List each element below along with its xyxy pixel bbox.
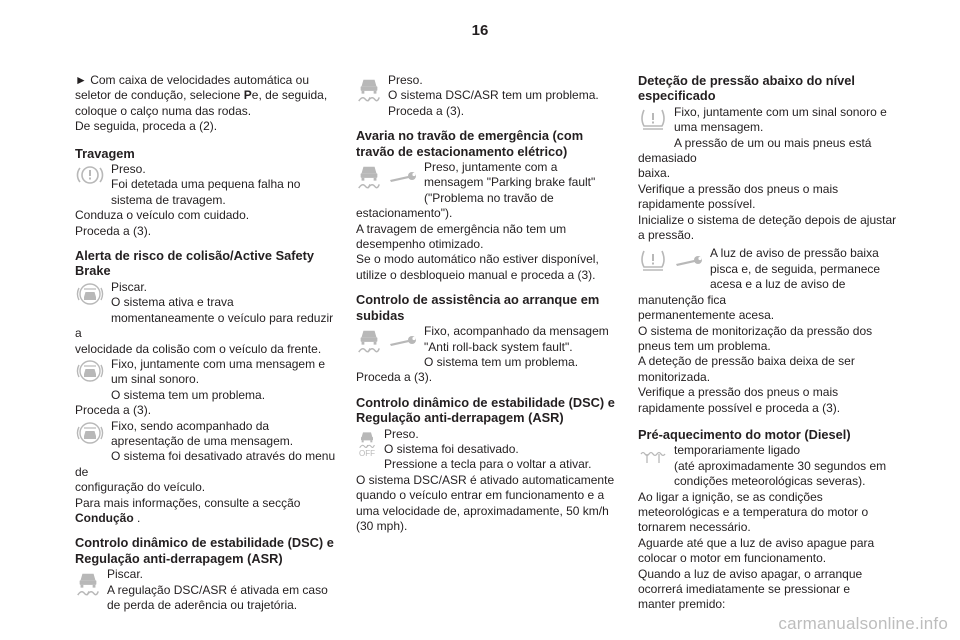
body-text: tornarem necessário. [638, 520, 751, 535]
body-text: sistema de travagem. [111, 192, 226, 207]
skid-car-icon [356, 326, 382, 354]
collision-warning-icon [75, 282, 105, 306]
intro-text: seletor de condução, selecione [75, 88, 244, 103]
column-middle [356, 73, 618, 534]
status-text: Fixo, sendo acompanhado da [111, 418, 270, 433]
wrench-icon [388, 332, 418, 350]
warning-entry [638, 443, 910, 612]
body-text: meteorológicas e a temperatura do motor o [638, 504, 869, 519]
title-line: Controlo de assistência ao arranque em [356, 292, 600, 308]
body-text: ("Problema no travão de estacionamento"). [356, 190, 554, 221]
warning-entry [356, 73, 618, 119]
body-text: quando o veículo entrar em funcionamento e a [356, 488, 605, 503]
status-text: Piscar. [111, 279, 148, 294]
body-text: Se o modo automático não estiver disponível, [356, 252, 599, 267]
warning-entry [638, 246, 910, 415]
body-text: Aguarde até que a luz de aviso apague para [638, 535, 875, 550]
body-text: A travagem de emergência não tem um [356, 221, 567, 236]
warning-entry [75, 567, 337, 613]
section-title-tyre-pressure [638, 73, 910, 104]
title-line: Controlo dinâmico de estabilidade (DSC) e [75, 535, 334, 551]
page-number: 16 [471, 22, 489, 39]
body-text: mensagem "Parking brake fault" [424, 175, 596, 190]
warning-entry [356, 427, 618, 535]
section-title-preheating: Pré-aquecimento do motor (Diesel) [638, 426, 851, 442]
body-text: (até aproximadamente 30 segundos em [674, 458, 887, 473]
body-text: Quando a luz de aviso apagar, o arranque [638, 566, 863, 581]
body-text: O sistema foi desativado. [384, 441, 519, 456]
section-title-braking: Travagem [75, 145, 135, 161]
body-text: O sistema DSC/ASR é ativado automaticamente [356, 472, 615, 487]
intro-line: coloque o calço numa das rodas. [75, 103, 252, 118]
status-text: Fixo, acompanhado da mensagem [424, 324, 609, 339]
warning-entry [75, 162, 337, 239]
section-title-dsc-asr [356, 395, 618, 426]
warning-entry [75, 357, 337, 419]
body-text: O sistema ativa e trava [111, 295, 234, 310]
body-text: O sistema tem um problema. [424, 354, 579, 369]
body-text: Proceda a (3). [75, 403, 152, 418]
body-text: Foi detetada uma pequena falha no [111, 177, 301, 192]
off-label: OFF [359, 448, 375, 458]
skid-car-icon [356, 429, 378, 449]
section-title-emergency-brake [356, 128, 618, 159]
body-text: apresentação de uma mensagem. [111, 433, 294, 448]
collision-warning-icon [75, 421, 105, 445]
body-text: Proceda a (3). [356, 370, 433, 385]
status-text: Piscar. [107, 567, 144, 582]
skid-car-icon [75, 569, 101, 597]
body-text: um sinal sonoro. [111, 372, 200, 387]
body-text: A deteção de pressão baixa deixa de ser [638, 354, 855, 369]
body-text: A regulação DSC/ASR é ativada em caso [107, 582, 328, 597]
body-text: rapidamente possível. [638, 197, 756, 212]
body-text: momentaneamente o veículo para reduzir a [75, 310, 334, 341]
body-text: Conduza o veículo com cuidado. [75, 208, 250, 223]
body-text: Ao ligar a ignição, se as condições [638, 489, 823, 504]
body-text: O sistema de monitorização da pressão dos [638, 323, 873, 338]
body-text: ocorrerá imediatamente se pressionar e [638, 582, 851, 596]
glow-plug-icon [638, 449, 668, 465]
skid-car-icon [356, 162, 382, 190]
body-text: permanentemente acesa. [638, 308, 775, 323]
body-text: manter premido: [638, 597, 726, 612]
status-text: A luz de aviso de pressão baixa [710, 246, 879, 261]
body-text: uma mensagem. [674, 120, 764, 135]
status-text: temporariamente ligado [674, 443, 801, 458]
body-text: rapidamente possível e proceda a (3). [638, 400, 841, 415]
intro-text: e, de seguida, [251, 88, 328, 103]
body-text: uma velocidade de, aproximadamente, 50 km/h [356, 503, 609, 518]
section-title-dsc-asr [75, 535, 337, 566]
intro-line: ► Com caixa de velocidades automática ou [75, 73, 309, 87]
wrench-icon [674, 252, 704, 270]
title-line: Avaria no travão de emergência (com [356, 128, 584, 144]
intro-line: De seguida, proceda a (2). [75, 119, 218, 134]
body-text: O sistema tem um problema. [111, 387, 266, 402]
body-text: acesa e a luz de aviso de manutenção fica [638, 277, 846, 307]
title-line: subidas [356, 307, 405, 323]
body-text: "Anti roll-back system fault". [424, 339, 573, 354]
body-text: desempenho otimizado. [356, 237, 484, 252]
body-text: utilize o desbloqueio manual e proceda a (3). [356, 267, 596, 282]
body-text: pneus tem um problema. [638, 338, 771, 353]
status-text: Fixo, juntamente com uma mensagem e [111, 356, 326, 371]
column-left [75, 73, 337, 613]
tyre-pressure-icon [638, 107, 668, 131]
body-text: configuração do veículo. [75, 480, 206, 495]
watermark: carmanualsonline.info [778, 614, 948, 633]
wrench-icon [388, 168, 418, 186]
title-line: Alerta de risco de colisão/Active Safety [75, 248, 314, 264]
status-text: Preso. [388, 73, 423, 87]
status-text: Preso, juntamente com a [424, 160, 558, 175]
warning-entry [75, 280, 337, 357]
body-text: pisca e, de seguida, permanece [710, 261, 881, 276]
warning-entry [75, 419, 337, 527]
body-text: Verifique a pressão dos pneus o mais [638, 385, 839, 400]
section-reference: Condução [75, 510, 134, 525]
title-line: Regulação anti-derrapagem (ASR) [356, 410, 564, 426]
gear-p-label: P [243, 88, 252, 103]
section-title-hill-start [356, 292, 618, 323]
title-line: Controlo dinâmico de estabilidade (DSC) e [356, 394, 615, 410]
body-text: Inicialize o sistema de deteção depois de ajustar [638, 212, 897, 227]
body-text: . [133, 510, 141, 525]
warning-entry [356, 324, 618, 386]
body-text: A pressão de um ou mais pneus está demasiado [638, 135, 872, 166]
title-line: Regulação anti-derrapagem (ASR) [75, 550, 283, 566]
section-title-collision [75, 248, 337, 279]
column-right [638, 73, 910, 613]
title-line: especificado [638, 88, 716, 104]
warning-entry [356, 160, 618, 283]
collision-warning-icon [75, 359, 105, 383]
body-text: O sistema DSC/ASR tem um problema. [388, 88, 599, 103]
title-line: Deteção de pressão abaixo do nível [638, 73, 855, 88]
body-text: (30 mph). [356, 518, 408, 533]
tyre-pressure-icon [638, 248, 668, 272]
body-text: Verifique a pressão dos pneus o mais [638, 181, 839, 196]
status-text: Fixo, juntamente com um sinal sonoro e [674, 104, 887, 119]
body-text: condições meteorológicas severas). [674, 474, 866, 489]
title-line: Brake [75, 263, 111, 279]
body-text: monitorizada. [638, 369, 711, 384]
body-text: O sistema foi desativado através do menu de [75, 449, 336, 479]
body-text: Para mais informações, consulte a secção [75, 495, 301, 510]
status-text: Preso. [111, 162, 146, 177]
intro-line [75, 88, 337, 103]
status-text: Preso. [384, 426, 419, 441]
title-line: travão de estacionamento elétrico) [356, 143, 568, 159]
body-text: colocar o motor em funcionamento. [638, 551, 827, 566]
body-text: Pressione a tecla para o voltar a ativar. [384, 457, 592, 472]
body-text: baixa. [638, 166, 671, 181]
body-text: Proceda a (3). [75, 223, 152, 238]
skid-car-icon [356, 75, 382, 103]
warning-entry [638, 105, 910, 244]
body-text: velocidade da colisão com o veículo da frente. [75, 341, 322, 356]
body-text [75, 511, 337, 526]
body-text: a pressão. [638, 228, 695, 243]
body-text: Proceda a (3). [388, 103, 465, 118]
brake-warning-icon [75, 164, 105, 186]
body-text: de perda de aderência ou trajetória. [107, 598, 298, 612]
